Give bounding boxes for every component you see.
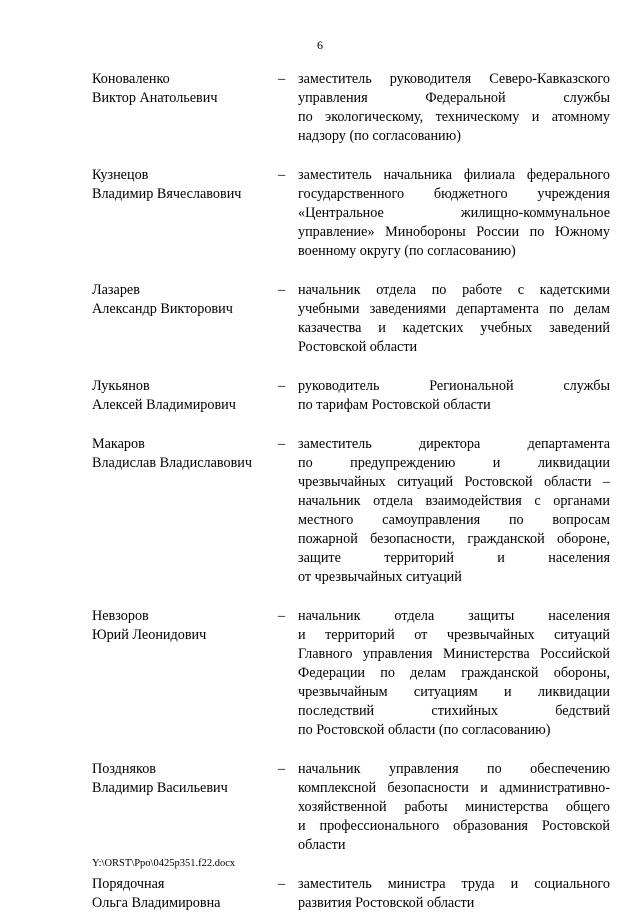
member-role [298,70,610,146]
role-line: комплексной безопасности и административно- [298,780,610,796]
member-given-names: Владислав Владиславович [92,455,253,471]
role-line: начальник отдела защиты населения [298,608,610,624]
role-line: и территорий от чрезвычайных ситуаций [298,627,610,643]
separator-dash: – [278,282,286,298]
member-role [298,607,610,740]
member-role [298,435,610,587]
member-name [92,377,272,415]
member-surname: Поздняков [92,761,156,777]
member-entry [0,875,640,913]
role-line: по экологическому, техническому и атомному [298,109,610,125]
member-name [92,281,272,319]
member-given-names: Александр Викторович [92,301,233,317]
role-line: хозяйственной работы министерства общего [298,799,610,815]
member-entry [0,70,640,146]
separator-dash: – [278,436,286,452]
member-surname: Макаров [92,436,145,452]
role-line: заместитель руководителя Северо-Кавказского [298,71,610,87]
member-role [298,875,610,913]
role-line: местного самоуправления по вопросам [298,512,610,528]
member-name [92,760,272,798]
file-path-footer: Y:\ORST\Ppo\0425p351.f22.docx [92,858,236,869]
page-number: 6 [317,38,323,52]
role-line: от чрезвычайных ситуаций [298,569,462,585]
member-given-names: Юрий Леонидович [92,627,207,643]
role-line: Федерации по делам гражданской обороны, [298,665,610,681]
role-line: надзору (по согласованию) [298,128,461,144]
member-name [92,166,272,204]
role-line: управление» Минобороны России по Южному [298,224,610,240]
member-given-names: Виктор Анатольевич [92,90,218,106]
separator-dash: – [278,761,286,777]
separator-dash: – [278,71,286,87]
role-line: заместитель министра труда и социального [298,876,610,892]
member-list [0,70,640,913]
role-line: защите территорий и населения [298,550,610,566]
role-line: заместитель директора департамента [298,436,610,452]
member-surname: Лукьянов [92,378,150,394]
separator-dash: – [278,608,286,624]
role-line: начальник отдела по работе с кадетскими [298,282,610,298]
role-line: Ростовской области [298,339,418,355]
member-name [92,875,272,913]
member-role [298,281,610,357]
role-line: последствий стихийных бедствий [298,703,610,719]
role-line: руководитель Региональной службы [298,378,610,394]
member-given-names: Ольга Владимировна [92,895,221,911]
role-line: чрезвычайных ситуаций Ростовской области – [298,474,610,490]
role-line: «Центральное жилищно-коммунальное [298,205,610,221]
member-entry [0,607,640,740]
member-name [92,70,272,108]
role-line: управления Федеральной службы [298,90,610,106]
member-surname: Лазарев [92,282,140,298]
member-role [298,760,610,855]
role-line: военному округу (по согласованию) [298,243,516,259]
role-line: учебными заведениями департамента по делам [298,301,610,317]
member-surname: Порядочная [92,876,165,892]
role-line: по предупреждению и ликвидации [298,455,610,471]
member-surname: Кузнецов [92,167,149,183]
separator-dash: – [278,876,286,892]
member-entry [0,281,640,357]
member-entry [0,166,640,261]
member-entry [0,377,640,415]
member-given-names: Владимир Васильевич [92,780,228,796]
role-line: заместитель начальника филиала федерального [298,167,610,183]
role-line: Главного управления Министерства Российской [298,646,610,662]
role-line: государственного бюджетного учреждения [298,186,610,202]
member-entry [0,760,640,855]
separator-dash: – [278,167,286,183]
member-name [92,607,272,645]
member-given-names: Алексей Владимирович [92,397,236,413]
role-line: развития Ростовской области [298,895,475,911]
role-line: пожарной безопасности, гражданской обороне, [298,531,610,547]
role-line: по Ростовской области (по согласованию) [298,722,551,738]
role-line: начальник отдела взаимодействия с органами [298,493,610,509]
role-line: начальник управления по обеспечению [298,761,610,777]
member-name [92,435,272,473]
member-role [298,377,610,415]
member-given-names: Владимир Вячеславович [92,186,242,202]
role-line: и профессионального образования Ростовской [298,818,610,834]
member-surname: Коноваленко [92,71,170,87]
role-line: по тарифам Ростовской области [298,397,491,413]
role-line: чрезвычайным ситуациям и ликвидации [298,684,610,700]
member-role [298,166,610,261]
role-line: казачества и кадетских учебных заведений [298,320,610,336]
member-surname: Невзоров [92,608,149,624]
separator-dash: – [278,378,286,394]
role-line: области [298,837,346,853]
member-entry [0,435,640,587]
